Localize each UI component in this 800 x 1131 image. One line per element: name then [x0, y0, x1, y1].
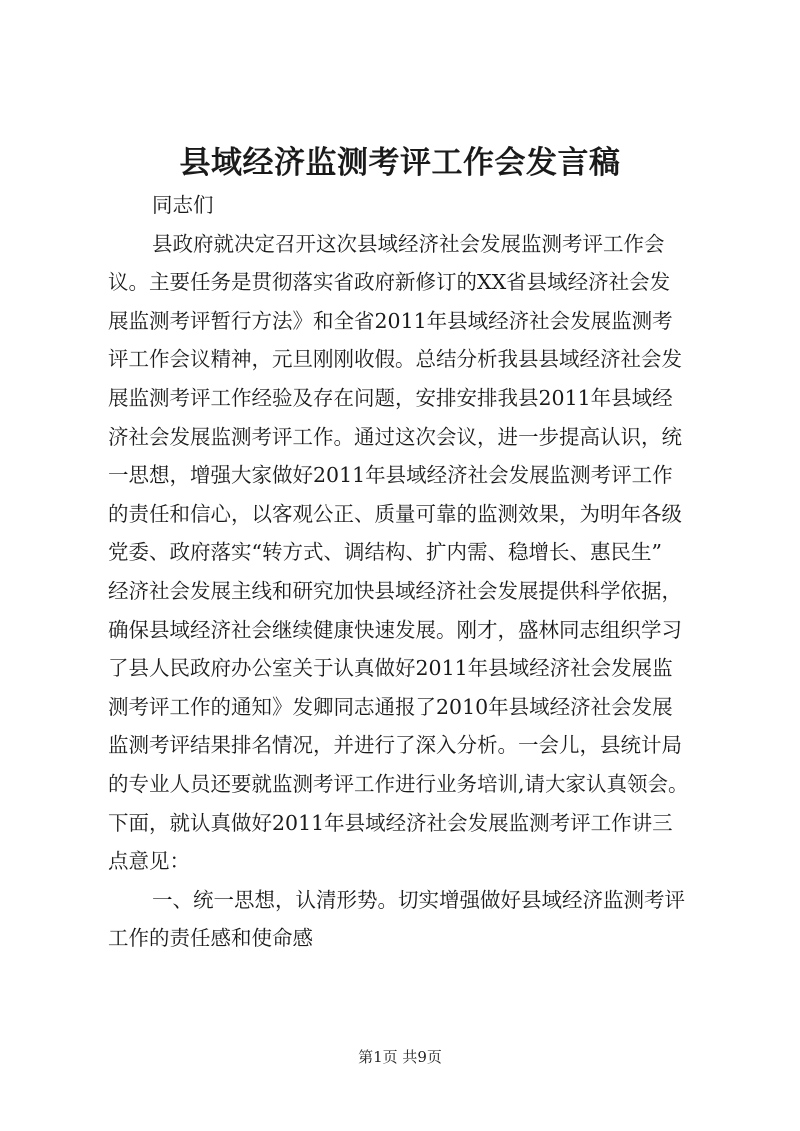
- paragraph-line: 经济社会发展主线和研究加快县域经济社会发展提供科学依据，: [108, 578, 682, 603]
- paragraph-line: 了县人民政府办公室关于认真做好2011年县域经济社会发展监: [108, 656, 673, 681]
- paragraph-line: 测考评工作的通知》发卿同志通报了2010年县域经济社会发展: [108, 694, 673, 719]
- paragraph-line: 评工作会议精神，元旦刚刚收假。总结分析我县县域经济社会发: [108, 347, 682, 372]
- paragraph-line: 展监测考评工作经验及存在问题，安排安排我县2011年县域经: [108, 385, 673, 410]
- paragraph-line: 一思想，增强大家做好2011年县域经济社会发展监测考评工作: [108, 463, 673, 488]
- paragraph-line: 党委、政府落实“转方式、调结构、扩内需、稳增长、惠民生”: [108, 540, 662, 565]
- salutation: 同志们: [152, 193, 214, 217]
- paragraph-line: 展监测考评暂行方法》和全省2011年县域经济社会发展监测考: [108, 308, 673, 333]
- paragraph-line: 监测考评结果排名情况，并进行了深入分析。一会儿，县统计局: [108, 733, 682, 758]
- document-title: 县域经济监测考评工作会发言稿: [179, 145, 621, 181]
- page-number-footer: 第1页 共9页: [358, 1048, 442, 1066]
- section-heading-line: 工作的责任感和使命感: [108, 926, 313, 951]
- paragraph-line: 的专业人员还要就监测考评工作进行业务培训,请大家认真领会。: [108, 771, 689, 796]
- paragraph-line: 下面，就认真做好2011年县域经济社会发展监测考评工作讲三: [108, 810, 673, 835]
- paragraph-line: 点意见：: [108, 849, 190, 874]
- section-heading-line: 一、统一思想，认清形势。切实增强做好县域经济监测考评: [152, 887, 685, 912]
- paragraph-line: 议。主要任务是贯彻落实省政府新修订的XX省县域经济社会发: [108, 270, 671, 295]
- paragraph-line: 县政府就决定召开这次县域经济社会发展监测考评工作会: [152, 231, 665, 256]
- document-body: [108, 186, 700, 958]
- paragraph-line: 的责任和信心，以客观公正、质量可靠的监测效果，为明年各级: [108, 501, 682, 526]
- paragraph-line: 济社会发展监测考评工作。通过这次会议，进一步提高认识，统: [108, 424, 682, 449]
- paragraph-line: 确保县域经济社会继续健康快速发展。刚才，盛林同志组织学习: [108, 617, 682, 642]
